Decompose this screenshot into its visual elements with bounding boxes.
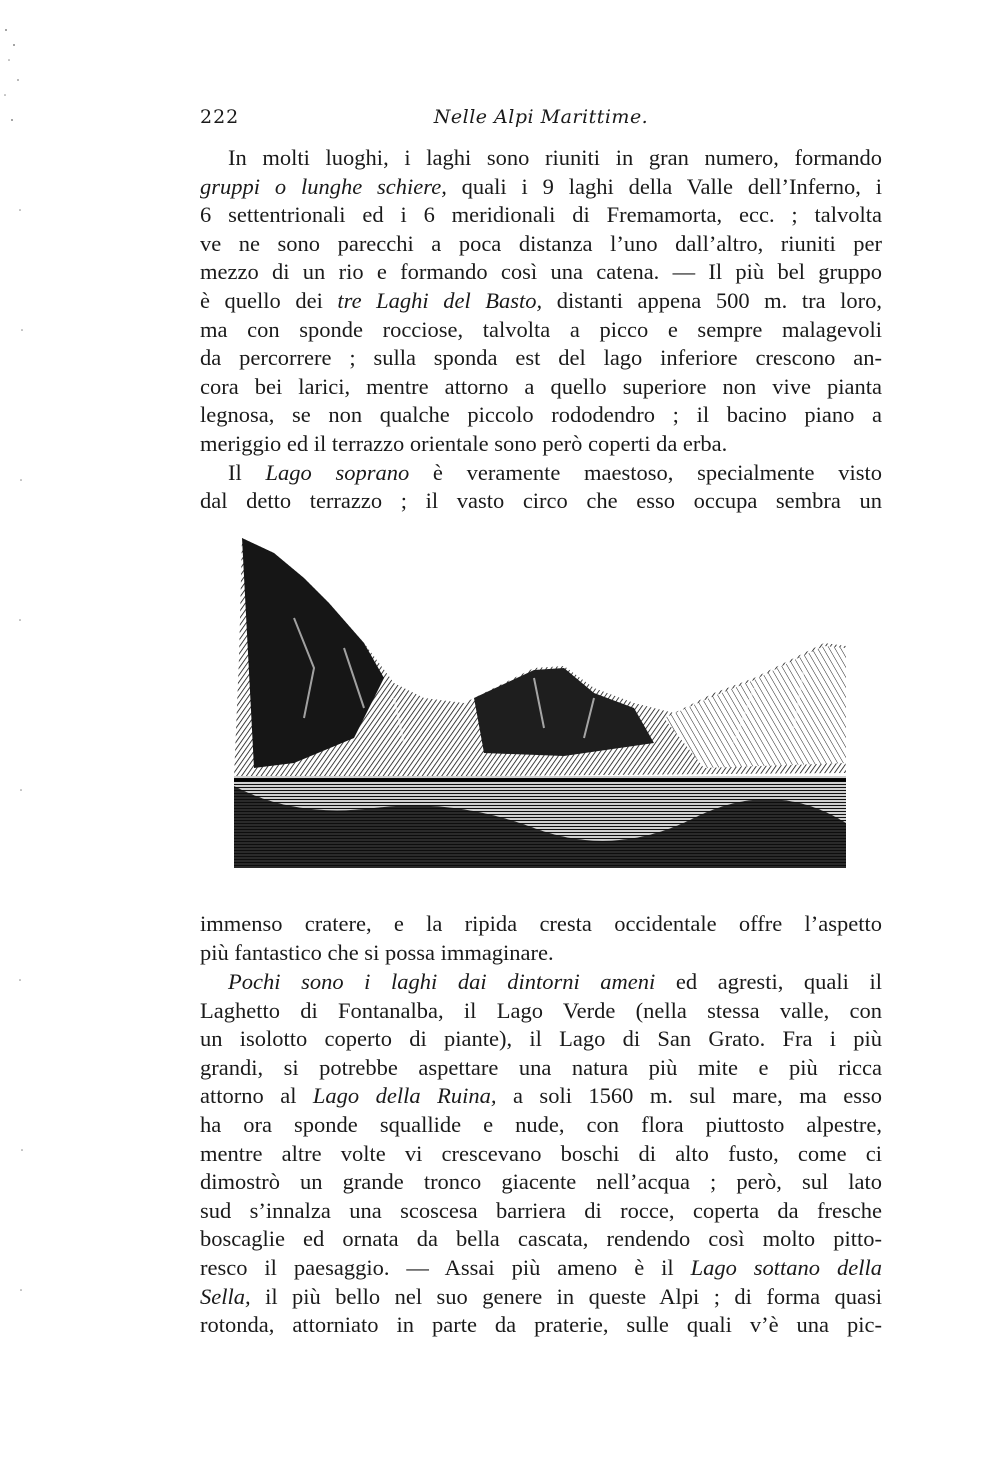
italic-phrase: Lago della Ruina, [312, 1083, 497, 1109]
paragraph-2-continued [200, 910, 882, 967]
text-line: boscaglie ed ornata da bella cascata, rendendo così molto pitto- [200, 1226, 882, 1252]
text-line: mezzo di un rio e formando così una catena. — Il più bel gruppo [200, 259, 882, 285]
italic-phrase: tre Laghi del Basto, [337, 287, 543, 313]
text-line: immenso cratere, e la ripida cresta occidentale offre l’aspetto [200, 911, 882, 936]
text-line: attorno al Lago della Ruina, a soli 1560 m. sul mare, ma esso [200, 1083, 882, 1109]
text-line: ve ne sono parecchi a poca distanza l’uno dall’altro, riuniti per [200, 230, 882, 256]
text-line: mentre altre volte vi crescevano boschi di alto fusto, come ci [200, 1140, 882, 1166]
text-line: resco il paesaggio. — Assai più ameno è il Lago sottano della [200, 1254, 882, 1280]
text-line: rotonda, attorniato in parte da praterie, sulle quali v’è una pic- [200, 1312, 882, 1338]
text-line: un isolotto coperto di piante), il Lago di San Grato. Fra i più [200, 1026, 882, 1052]
text-line: dimostrò un grande tronco giacente nell’acqua ; però, sul lato [200, 1169, 882, 1195]
text-line: gruppi o lunghe schiere, quali i 9 laghi della Valle dell’Inferno, i [200, 173, 882, 199]
italic-phrase: Pochi sono i laghi dai dintorni ameni [228, 969, 656, 994]
text-line: In molti luoghi, i laghi sono riuniti in gran numero, formando [228, 145, 882, 170]
page-header [200, 106, 882, 134]
italic-phrase: Lago soprano [265, 459, 410, 485]
italic-phrase: Sella, [200, 1283, 251, 1309]
lake-engraving-illustration [234, 528, 854, 873]
text-line: sud s’innalza una scoscesa barriera di rocce, coperta da fresche [200, 1197, 882, 1223]
text-line: è quello dei tre Laghi del Basto, distanti appena 500 m. tra loro, [200, 287, 883, 313]
text-line: Laghetto di Fontanalba, il Lago Verde (nella stessa valle, con [200, 997, 882, 1023]
text-line: ha ora sponde squallide e nude, con flora piuttosto alpestre, [200, 1111, 882, 1137]
text-line: più fantastico che si possa immaginare. [200, 939, 554, 965]
text-line: Sella, il più bello nel suo genere in queste Alpi ; di forma quasi [200, 1283, 882, 1309]
text-line: grandi, si potrebbe aspettare una natura più mite e più ricca [200, 1054, 882, 1080]
text-line: dal detto terrazzo ; il vasto circo che esso occupa sembra un [200, 488, 882, 514]
text-line: meriggio ed il terrazzo orientale sono però coperti da erba. [200, 430, 728, 456]
margin-specks [0, 0, 40, 1475]
text-line: da percorrere ; sulla sponda est del lago inferiore crescono an- [200, 345, 882, 371]
text-line: cora bei larici, mentre attorno a quello superiore non vive pianta [200, 373, 882, 399]
text-line: 6 settentrionali ed i 6 meridionali di Fremamorta, ecc. ; talvolta [200, 202, 882, 228]
paragraph-1 [200, 144, 882, 516]
italic-phrase: Lago sottano della [690, 1254, 882, 1280]
running-title: Nelle Alpi Marittime. [433, 106, 649, 128]
page-number: 222 [200, 106, 240, 128]
text-line: legnosa, se non qualche piccolo rododendro ; il bacino piano a [200, 402, 882, 428]
text-line: Il Lago soprano è veramente maestoso, specialmente visto [228, 459, 883, 485]
paragraph-3 [200, 968, 882, 1340]
italic-phrase: gruppi o lunghe schiere, [200, 173, 447, 199]
text-line: ma con sponde rocciose, talvolta a picco e sempre malagevoli [200, 316, 882, 342]
text-line: Pochi sono i laghi dai dintorni ameni ed agresti, quali il [228, 969, 882, 994]
